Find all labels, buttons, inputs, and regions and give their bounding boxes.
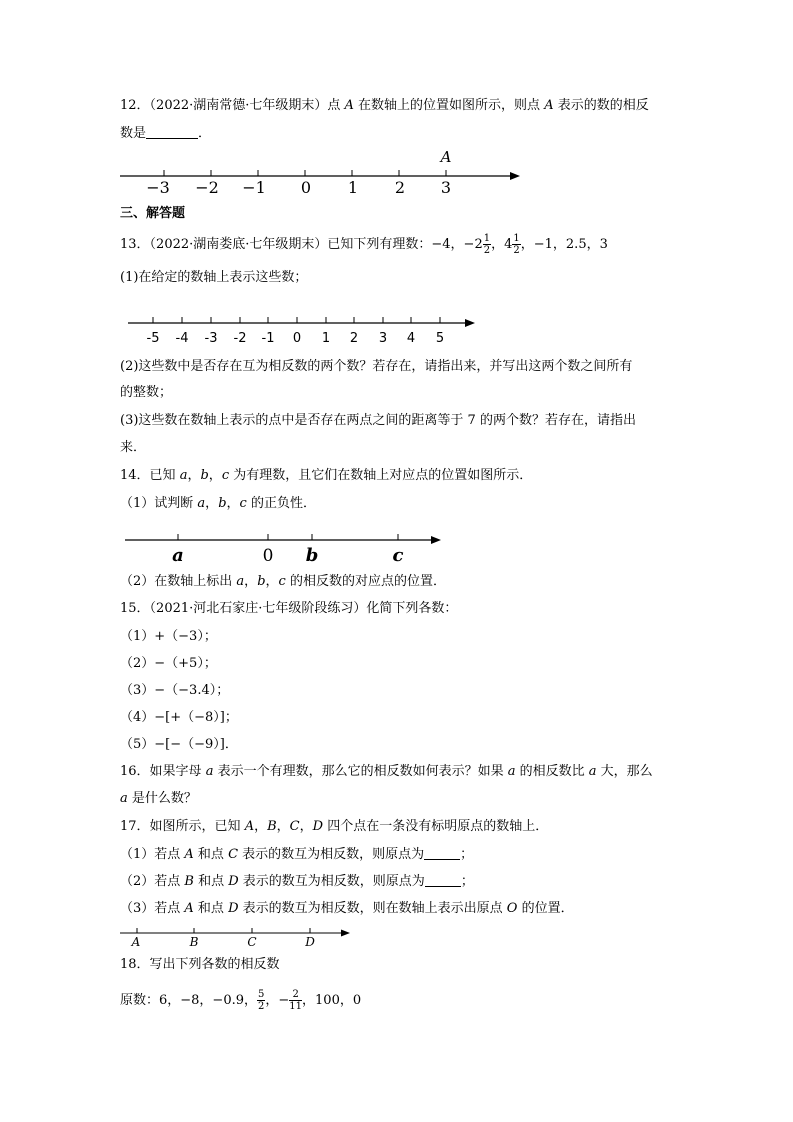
q17-sub2: （2）若点 B 和点 D 表示的数互为相反数，则原点为 ； [120,874,474,889]
q14-sub2: （2）在数轴上标出 a，b，c 的相反数的对应点的位置． [120,574,446,589]
q17-sub1: （1）若点 A 和点 C 表示的数互为相反数，则原点为 ； [120,847,474,862]
fraction: $\frac{1}{2}$ [513,233,520,256]
q17-sub3: （3）若点 A 和点 D 表示的数互为相反数，则在数轴上表示出原点 O 的位置． [120,901,574,916]
q12-point-label: A [440,148,452,166]
q12-tick-label: 2 [394,178,406,197]
q13-tick-label: -5 [146,331,160,346]
q14-point-label: a [172,545,184,566]
q18-list: 原数：6，−8，−0.9， $\frac{5}{2}$ ，− $\frac{2}{11}$ ，100，0 [120,989,362,1012]
fraction: $\frac{2}{11}$ [289,989,303,1012]
q17-point-label: D [305,935,315,949]
q12-line1: 12．（2022·湖南常德·七年级期末）点 A 在数轴上的位置如图所示，则点 A 表示的数的相反 [120,98,649,113]
q13-tick-label: 0 [292,331,302,346]
q12-tick-label: −1 [242,178,266,197]
q13-tick-label: 3 [378,331,388,346]
q13-sub3-line2: 来． [120,440,147,455]
q12-tick-label: 0 [300,178,312,197]
q14-line1: 14．已知 a，b，c 为有理数，且它们在数轴上对应点的位置如图所示． [120,468,533,483]
fraction: $\frac{1}{2}$ [483,233,491,256]
q12-tick-label: −3 [146,178,170,197]
q13-sub2-line1: (2)这些数中是否存在互为相反数的两个数？若存在，请指出来，并写出这两个数之间所有 [120,359,633,374]
q13-tick-label: 2 [349,331,359,346]
q13-tick-label: -4 [175,331,189,346]
q13-tick-label: -1 [261,331,275,346]
q13-sub3-line1: (3)这些数在数轴上表示的点中是否存在两点之间的距离等于 7 的两个数？若存在，请指出 [120,413,636,428]
q15-title: 15．（2021·河北石家庄·七年级阶段练习）化简下列各数： [120,601,458,616]
q12-tick-label: −2 [195,178,219,197]
q15-item: （4）−[+（−8）]； [120,710,238,725]
q15-item: （3）−（−3.4）； [120,683,230,698]
q12-tick-label: 3 [440,178,452,197]
q17-point-label: A [131,935,141,949]
q12-tick-label: 1 [347,178,359,197]
q18-title: 18．写出下列各数的相反数 [120,957,280,972]
q13-tick-label: 4 [406,331,416,346]
q15-item: （1）+（−3）； [120,629,217,644]
q17-point-label: C [247,935,257,949]
q17-point-label: B [189,935,199,949]
q13-sub1: (1)在给定的数轴上表示这些数； [120,270,308,285]
q17-line1: 17．如图所示，已知 A，B，C，D 四个点在一条没有标明原点的数轴上． [120,819,549,834]
q13-sub2-line2: 的整数； [120,385,173,400]
fraction: $\frac{5}{2}$ [258,989,265,1012]
q13-tick-label: 5 [435,331,445,346]
q13-tick-label: -2 [233,331,247,346]
q12-line2: 数是 ． [120,126,212,141]
q13-tick-label: -3 [204,331,218,346]
q14-point-label: b [305,545,319,566]
section-heading: 三、解答题 [120,206,186,221]
q13-line1: 13．（2022·湖南娄底·七年级期末）已知下列有理数：−4，−2 $\frac{1}{2}$ ，4 $\frac{1}{2}$ ，−1，2.5，3 [120,233,608,256]
q16-line2: a 是什么数？ [120,791,197,806]
q14-sub1: （1）试判断 a，b，c 的正负性． [120,496,316,511]
q14-point-label: c [392,545,404,566]
q14-point-label: 0 [262,546,274,566]
q15-item: （2）−（+5）； [120,656,217,671]
q15-item: （5）−[−（−9）]． [120,737,238,752]
q13-tick-label: 1 [321,331,331,346]
q16-line1: 16．如果字母 a 表示一个有理数，那么它的相反数如何表示？如果 a 的相反数比 a 大，那么 [120,764,653,779]
